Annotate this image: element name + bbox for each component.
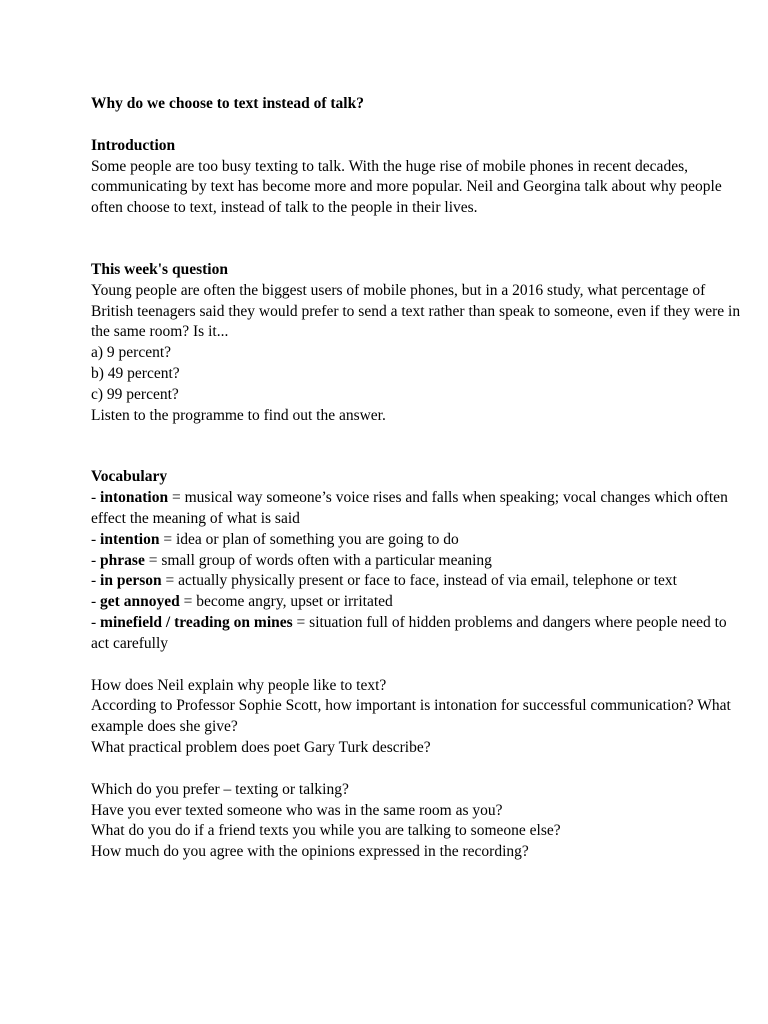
vocab-term: in person — [100, 572, 162, 590]
vocab-item: - in person = actually physically present or face to face, instead of via email, telephone or text — [91, 572, 677, 590]
vocabulary-heading: Vocabulary — [91, 468, 168, 486]
vocab-term: phrase — [100, 551, 145, 569]
vocab-term: intention — [100, 530, 160, 548]
vocab-term: intonation — [100, 489, 169, 507]
vocab-item: - intonation = musical way someone’s voice rises and falls when speaking; vocal changes which often effect the meaning of what is said — [91, 489, 728, 527]
vocab-definition: actually physically present or face to face, instead of via email, telephone or text — [178, 572, 677, 590]
vocab-definition: idea or plan of something you are going to do — [175, 530, 459, 548]
vocab-definition: small group of words often with a particular meaning — [161, 551, 492, 569]
question-heading: This week's question — [91, 260, 228, 278]
spacer — [91, 426, 741, 467]
document-page — [91, 94, 741, 863]
comprehension-question: What practical problem does poet Gary Turk describe? — [91, 738, 431, 756]
discussion-question: Which do you prefer – texting or talking? — [91, 780, 349, 798]
vocab-definition: situation full of hidden problems and dangers where people need to act carefully — [91, 613, 727, 652]
introduction-heading: Introduction — [91, 136, 176, 154]
discussion-question: What do you do if a friend texts you while you are talking to someone else? — [91, 822, 561, 840]
vocab-definition: become angry, upset or irritated — [196, 593, 393, 611]
vocab-term: get annoyed — [100, 593, 180, 611]
discussion-question: Have you ever texted someone who was in the same room as you? — [91, 801, 503, 819]
question-option-a: a) 9 percent? — [91, 344, 172, 362]
question-option-c: c) 99 percent? — [91, 385, 179, 403]
spacer — [91, 115, 741, 136]
vocab-item: - intention = idea or plan of something you are going to do — [91, 530, 459, 548]
vocab-item: - get annoyed = become angry, upset or irritated — [91, 593, 393, 611]
comprehension-question: How does Neil explain why people like to text? — [91, 676, 387, 694]
comprehension-question: According to Professor Sophie Scott, how important is intonation for successful communication? What example does she give? — [91, 697, 731, 736]
question-instruction: Listen to the programme to find out the answer. — [91, 406, 386, 424]
vocab-term: minefield / treading on mines — [100, 613, 293, 631]
discussion-question: How much do you agree with the opinions expressed in the recording? — [91, 843, 529, 861]
spacer — [91, 655, 741, 676]
question-option-b: b) 49 percent? — [91, 364, 180, 382]
spacer — [91, 219, 741, 260]
document-title: Why do we choose to text instead of talk? — [91, 95, 364, 112]
question-text: Young people are often the biggest users of mobile phones, but in a 2016 study, what percentage of British teenagers said they would prefer to send a text rather than speak to someone, even if they were in the same room? Is it... — [91, 281, 741, 341]
spacer — [91, 759, 741, 780]
introduction-text: Some people are too busy texting to talk. With the huge rise of mobile phones in recent decades, communicating by text has become more and more popular. Neil and Georgina talk about why people often choose to text, instead of talk to the people in their lives. — [91, 157, 722, 217]
vocab-item: - phrase = small group of words often with a particular meaning — [91, 551, 492, 569]
vocab-item: - minefield / treading on mines = situation full of hidden problems and dangers where people need to act carefully — [91, 613, 727, 652]
vocab-definition: musical way someone’s voice rises and falls when speaking; vocal changes which often effect the meaning of what is said — [91, 489, 728, 527]
